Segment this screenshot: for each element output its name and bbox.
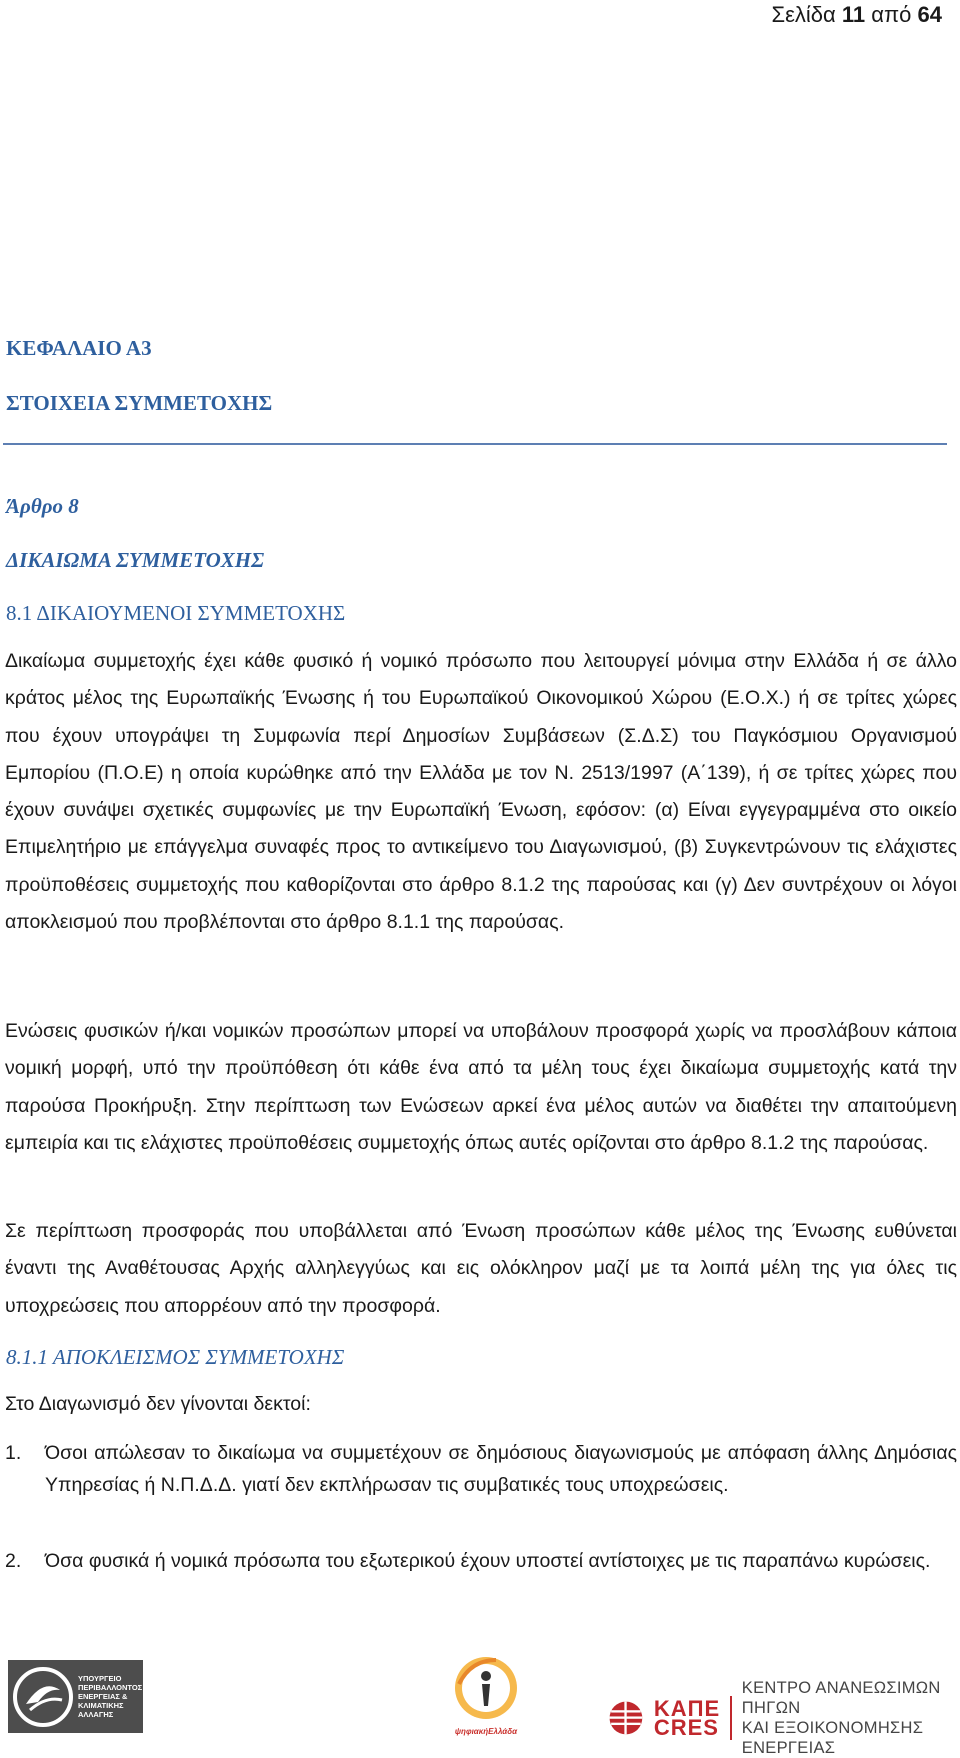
- list-item-text: Όσα φυσικά ή νομικά πρόσωπα του εξωτερικού έχουν υποστεί αντίστοιχες με τις παραπάνω κυρώσεις.: [45, 1550, 931, 1572]
- kape-fullname: [742, 1678, 960, 1758]
- kape-fullname-line1: ΚΕΝΤΡΟ ΑΝΑΝΕΩΣΙΜΩΝ ΠΗΓΩΝ: [741, 1679, 941, 1717]
- paragraph-consortia: Ενώσεις φυσικών ή/και νομικών προσώπων μπορεί να υποβάλουν προσφορά χωρίς να προσλάβουν κάποια νομική μορφή, υπό την προϋπόθεση ότι κάθε ένα από τα μέλη τους έχει δικαίωμα συμμετοχής κατά την παρούσα Προκήρυξη. Στην περίπτωση των Ενώσεων αρκεί ένα μέλος αυτών να διαθέτει την απαιτούμενη εμπειρία και τις ελάχιστες προϋποθέσεις συμμετοχής όπως αυτές ορίζονται στο άρθρο 8.1.2 της παρούσας.: [5, 1020, 957, 1154]
- paragraph-liability: Σε περίπτωση προσφοράς που υποβάλλεται από Ένωση προσώπων κάθε μέλος της Ένωσης ευθύνεται έναντι της Αναθέτουσας Αρχής αλληλεγγύως και εις ολόκληρον μαζί με τα λοιπά μέλη της για όλες τις υποχρεώσεις που απορρέουν από την προσφορά.: [5, 1220, 957, 1317]
- page-sep: από: [871, 2, 912, 27]
- kape-fullname-line2: ΚΑΙ ΕΞΟΙΚΟΝΟΜΗΣΗΣ ΕΝΕΡΓΕΙΑΣ: [741, 1719, 924, 1757]
- ministry-text: ΥΠΟΥΡΓΕΙΟ ΠΕΡΙΒΑΛΛΟΝΤΟΣ ΕΝΕΡΓΕΙΑΣ & ΚΛΙΜΑΤΙΚΗΣ ΑΛΛΑΓΗΣ: [78, 1674, 143, 1719]
- page-current: 11: [841, 2, 866, 27]
- kape-emblem-icon: [608, 1695, 644, 1741]
- kape-separator: [730, 1696, 732, 1740]
- kape-line2: CRES: [653, 1715, 719, 1740]
- kape-wordmark: [653, 1696, 721, 1740]
- kape-logo: [608, 1678, 960, 1758]
- chapter-subtitle: ΣΤΟΙΧΕΙΑ ΣΥΜΜΕΤΟΧΗΣ: [6, 391, 273, 415]
- ministry-emblem-icon: [12, 1666, 74, 1728]
- page-number: [771, 2, 942, 28]
- list-item: [5, 1437, 957, 1501]
- article-title: ΔΙΚΑΙΩΜΑ ΣΥΜΜΕΤΟΧΗΣ: [6, 548, 265, 572]
- divider: [3, 443, 947, 445]
- digital-greece-caption: ψηφιακήΕλλάδα: [454, 1727, 518, 1736]
- list-item: [5, 1545, 957, 1577]
- ministry-logo: [8, 1660, 143, 1733]
- section-heading: 8.1 ΔΙΚΑΙΟΥΜΕΝΟΙ ΣΥΜΜΕΤΟΧΗΣ: [6, 601, 346, 625]
- exclusion-intro: Στο Διαγωνισμό δεν γίνονται δεκτοί:: [5, 1393, 311, 1415]
- footer-logos: [0, 1648, 960, 1757]
- list-item-number: 2.: [5, 1550, 22, 1572]
- page-total: 64: [917, 2, 942, 27]
- list-item-number: 1.: [5, 1442, 22, 1464]
- kape-line1: ΚΑΠΕ: [653, 1696, 721, 1721]
- list-item-text: Όσοι απώλεσαν το δικαίωμα να συμμετέχουν σε δημόσιους διαγωνισμούς με απόφαση άλλης Δημόσιας Υπηρεσίας ή Ν.Π.Δ.Δ. γιατί δεν εκπλήρωσαν τις συμβατικές τους υποχρεώσεις.: [45, 1442, 957, 1496]
- subsection-heading: 8.1.1 ΑΠΟΚΛΕΙΣΜΟΣ ΣΥΜΜΕΤΟΧΗΣ: [6, 1345, 345, 1369]
- digital-greece-emblem-icon: [451, 1654, 521, 1722]
- digital-greece-logo: [436, 1654, 536, 1739]
- chapter-title: ΚΕΦΑΛΑΙΟ Α3: [6, 336, 152, 360]
- article-number: Άρθρο 8: [6, 494, 79, 518]
- paragraph-eligibility: Δικαίωμα συμμετοχής έχει κάθε φυσικό ή νομικό πρόσωπο που λειτουργεί μόνιμα στην Ελλάδα ή σε άλλο κράτος μέλος της Ευρωπαϊκής Ένωσης ή του Ευρωπαϊκού Οικονομικού Χώρου (Ε.Ο.Χ.) ή σε τρίτες χώρες που έχουν υπογράψει τη Συμφωνία περί Δημοσίων Συμβάσεων (Σ.Δ.Σ) του Παγκόσμιου Οργανισμού Εμπορίου (Π.Ο.Ε) η οποία κυρώθηκε από την Ελλάδα με τον Ν. 2513/1997 (Α΄139), ή σε τρίτες χώρες που έχουν συνάψει σχετικές συμφωνίες με την Ευρωπαϊκή Ένωση, εφόσον: (α) Είναι εγγεγραμμένα στο οικείο Επιμελητήριο με επάγγελμα συναφές προς το αντικείμενο του Διαγωνισμού, (β) Συγκεντρώνουν τις ελάχιστες προϋποθέσεις συμμετοχής που καθορίζονται στο άρθρο 8.1.2 της παρούσας και (γ) Δεν συντρέχουν οι λόγοι αποκλεισμού που προβλέπονται στο άρθρο 8.1.1 της παρούσας.: [5, 650, 957, 934]
- page-prefix: Σελίδα: [771, 2, 836, 27]
